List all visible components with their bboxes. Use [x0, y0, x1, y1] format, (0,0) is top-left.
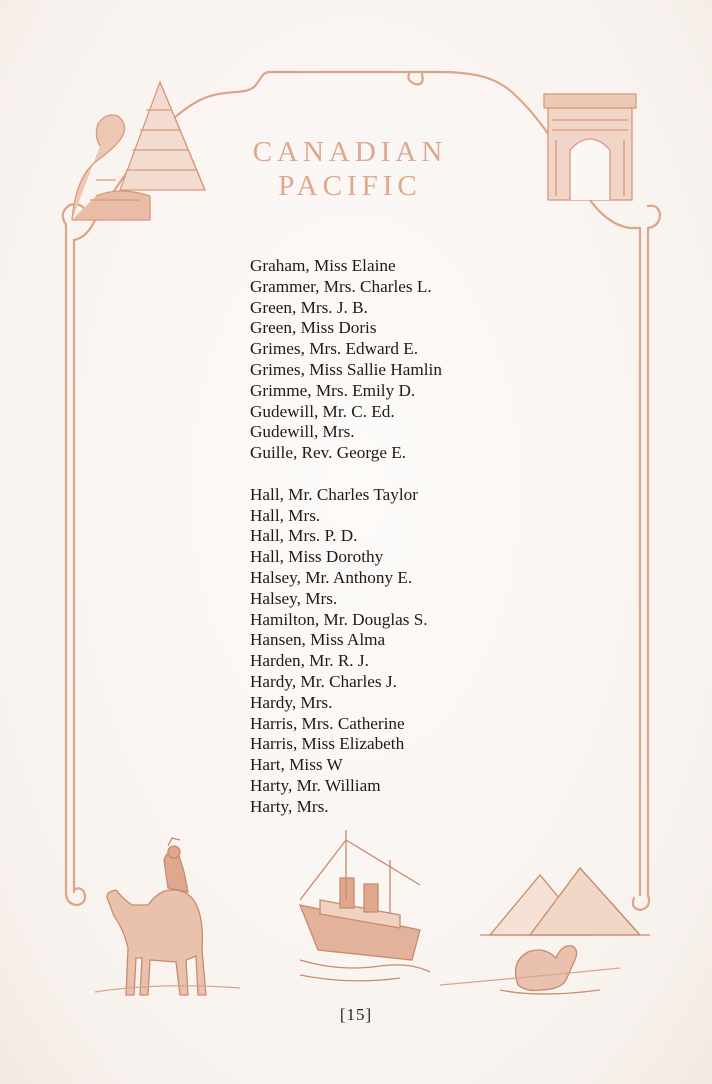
passenger-entry: Hansen, Miss Alma — [250, 630, 386, 650]
passenger-entry: Hall, Miss Dorothy — [250, 547, 384, 567]
passenger-group-h — [250, 485, 570, 818]
passenger-entry: Grammer, Mrs. Charles L. — [250, 276, 432, 296]
passenger-entry: Green, Mrs. J. B. — [250, 297, 368, 317]
passenger-entry: Hall, Mrs. — [250, 505, 321, 525]
brand-title-line2: PACIFIC — [278, 170, 422, 202]
passenger-entry: Halsey, Mr. Anthony E. — [250, 567, 413, 587]
camel-rider-illustration — [107, 838, 206, 995]
passenger-entry: Guille, Rev. George E. — [250, 443, 407, 463]
triumphal-arch-illustration — [544, 94, 636, 200]
passenger-entry: Harden, Mr. R. J. — [250, 651, 369, 671]
passenger-entry: Hall, Mrs. P. D. — [250, 526, 358, 546]
passenger-entry: Gudewill, Mrs. — [250, 422, 355, 442]
passenger-entry: Harty, Mrs. — [250, 796, 329, 816]
passenger-entry: Green, Miss Doris — [250, 318, 377, 338]
brand-title-line1: CANADIAN — [252, 136, 448, 168]
pyramids-illustration — [480, 868, 650, 935]
passenger-entry: Grimes, Miss Sallie Hamlin — [250, 359, 442, 379]
resting-camel-illustration — [500, 946, 600, 994]
passenger-entry: Hamilton, Mr. Douglas S. — [250, 609, 428, 629]
passenger-entry: Harris, Mrs. Catherine — [250, 713, 405, 733]
passenger-entry: Hall, Mr. Charles Taylor — [250, 484, 418, 504]
passenger-entry: Grimes, Mrs. Edward E. — [250, 339, 419, 359]
passenger-entry: Graham, Miss Elaine — [250, 256, 396, 275]
passenger-entry: Harris, Miss Elizabeth — [250, 734, 405, 754]
passenger-entry: Grimme, Mrs. Emily D. — [250, 380, 416, 400]
passenger-group-g — [250, 256, 570, 464]
passenger-entry: Gudewill, Mr. C. Ed. — [250, 401, 395, 421]
passenger-entry: Hart, Miss W — [250, 755, 343, 775]
passenger-entry: Halsey, Mrs. — [250, 588, 338, 608]
page-number: [15] — [339, 1005, 373, 1024]
passenger-entry: Hardy, Mr. Charles J. — [250, 671, 397, 691]
passenger-entry: Harty, Mr. William — [250, 775, 381, 795]
passenger-entry: Hardy, Mrs. — [250, 692, 333, 712]
passenger-list — [250, 256, 570, 818]
steamship-illustration — [300, 830, 430, 981]
